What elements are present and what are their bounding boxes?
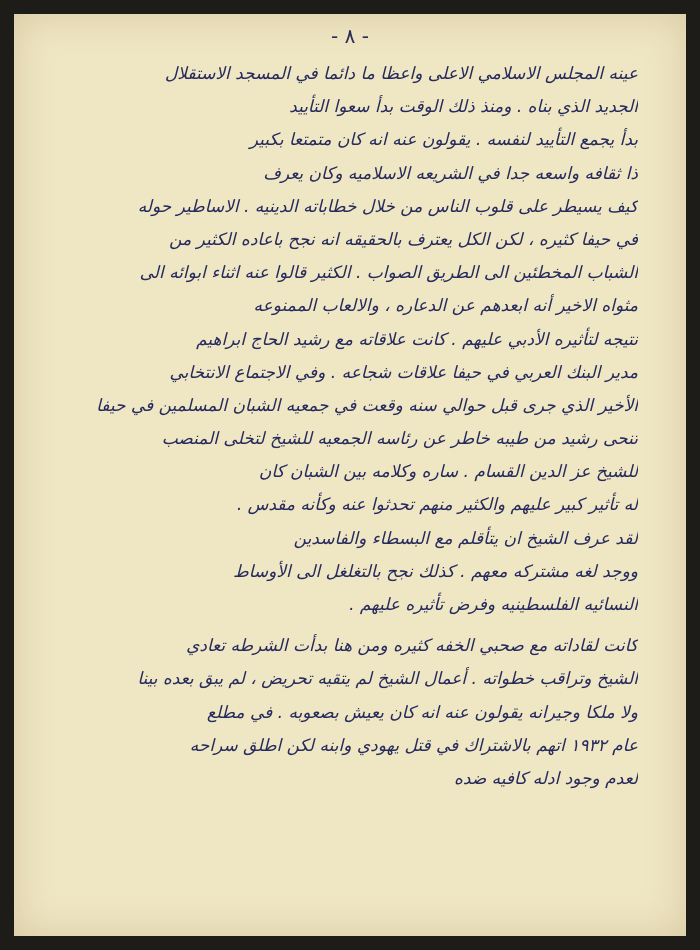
manuscript-page: [14, 14, 686, 936]
text-line: الأخير الذي جرى قبل حوالي سنه وقعت في جمعيه الشبان المسلمين في حيفا: [96, 395, 638, 416]
text-line: تنحى رشيد من طيبه خاطر عن رئاسه الجمعيه للشيخ لتخلى المنصب: [161, 429, 638, 450]
text-line: الشباب المخطئين الى الطريق الصواب . الكثير قالوا عنه اثناء ابوائه الى: [139, 263, 638, 284]
text-line: لعدم وجود ادله كافيه ضده: [453, 768, 638, 789]
text-line: عام ١٩٣٢ اتهم بالاشتراك في قتل يهودي وابنه لكن اطلق سراحه: [189, 735, 638, 756]
text-line: عينه المجلس الاسلامي الاعلى واعظا ما دائما في المسجد الاستقلال: [164, 64, 638, 84]
page-number: - ٨ -: [331, 24, 369, 48]
text-line: النسائيه الفلسطينيه وفرض تأثيره عليهم .: [349, 595, 638, 615]
text-line: مدير البنك العربي في حيفا علاقات شجاعه . وفي الاجتماع الانتخابي: [169, 362, 638, 383]
text-line: كيف يسيطر على قلوب الناس من خلال خطاباته الدينيه . الاساطير حوله: [137, 196, 638, 217]
text-line: ووجد لغه مشتركه معهم . كذلك نجح بالتغلغل الى الأوساط: [232, 561, 638, 582]
text-line: الشيخ وتراقب خطواته . أعمال الشيخ لم يتقيه تحريض ، لم يبق بعده بينا: [137, 669, 638, 690]
handwritten-text-block: [64, 58, 638, 796]
text-line: كانت لقاداته مع صحبي الخفه كثيره ومن هنا بدأت الشرطه تعادي: [186, 636, 638, 657]
text-line: بدأ يجمع التأييد لنفسه . يقولون عنه انه كان متمتعا بكبير: [249, 130, 638, 151]
text-line: في حيفا كثيره ، لكن الكل يعترف بالحقيقه انه نجح باعاده الكثير من: [169, 229, 638, 250]
text-line: ذا ثقافه واسعه جدا في الشريعه الاسلاميه وكان يعرف: [263, 163, 638, 184]
text-line: له تأثير كبير عليهم والكثير منهم تحدثوا عنه وكأنه مقدس .: [236, 495, 638, 516]
text-line: نتيجه لتأثيره الأدبي عليهم . كانت علاقاته مع رشيد الحاج ابراهيم: [196, 329, 638, 350]
text-line: ولا ملكا وجيرانه يقولون عنه انه كان يعيش بصعوبه . في مطلع: [206, 702, 638, 723]
text-line: للشيخ عز الدين القسام . ساره وكلامه بين الشبان كان: [258, 462, 638, 483]
text-line: الجديد الذي بناه . ومنذ ذلك الوقت بدأ سعوا التأييد: [289, 97, 638, 118]
text-line: مثواه الاخير أنه ابعدهم عن الدعاره ، والالعاب الممنوعه: [253, 296, 638, 317]
text-line: لقد عرف الشيخ ان يتأقلم مع البسطاء والفاسدين: [293, 528, 638, 549]
